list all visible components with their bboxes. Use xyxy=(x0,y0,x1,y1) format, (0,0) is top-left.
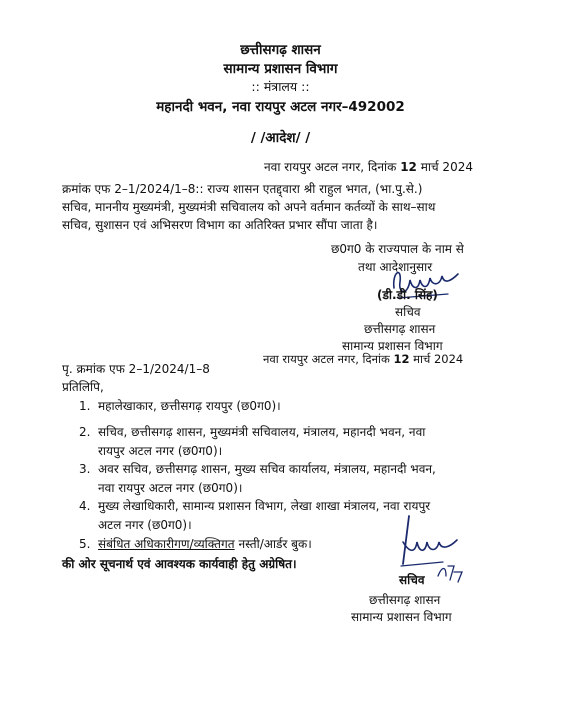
copy-item-1-text xyxy=(98,397,281,416)
copy-item-1-num: 1. xyxy=(79,399,91,413)
copy-item-5-underlined: संबंधित अधिकारीगण/व्यक्तिगत xyxy=(98,537,235,551)
copy-item-5-rest: नस्ती/आर्डर बुक। xyxy=(234,537,312,551)
copy-item-3-line-2: नवा रायपुर अटल नगर (छ0ग0)। xyxy=(98,481,243,495)
signatory-dept-1: सामान्य प्रशासन विभाग xyxy=(342,339,443,353)
copy-item-2-text xyxy=(98,423,425,461)
copy-item-2-num: 2. xyxy=(79,425,91,439)
order-line-1: क्रमांक एफ 2–1/2024/1–8:: राज्य शासन एतद्द्वारा श्री राहुल भगत, (भा.पु.से.) xyxy=(62,182,423,196)
order-line-3: सचिव, सुशासन एवं अभिसरण विभाग का अतिरिक्त प्रभार सौंपा जाता है। xyxy=(62,218,378,232)
order-date-line xyxy=(264,158,473,175)
signatory-title-2: सचिव xyxy=(399,573,425,587)
copy-item-4-num: 4. xyxy=(79,499,91,513)
copy-item-4-text xyxy=(98,497,430,535)
order-date-day: 12 xyxy=(400,160,417,174)
order-line-2: सचिव, माननीय मुख्यमंत्री, मुख्यमंत्री सचिवालय को अपने वर्तमान कर्तव्यों के साथ–साथ xyxy=(62,200,436,214)
order-date-month-year: मार्च 2024 xyxy=(420,160,473,174)
forwarding-line: की ओर सूचनार्थ एवं आवश्यक कार्यवाही हेतु अग्रेषित। xyxy=(62,557,297,571)
governor-line-2: तथा आदेशानुसार xyxy=(358,260,433,274)
initials-icon xyxy=(436,562,466,584)
endorsement-date-day: 12 xyxy=(393,352,410,366)
copy-item-5-num: 5. xyxy=(79,537,91,551)
copy-item-2-line-2: रायपुर अटल नगर (छ0ग0)। xyxy=(98,444,223,458)
order-title: / /आदेश/ / xyxy=(250,130,311,146)
endorsement-date-month-year: मार्च 2024 xyxy=(413,352,464,366)
signatory-name: (डी.डी. सिंह) xyxy=(377,288,438,302)
header-govt: छत्तीसगढ़ शासन xyxy=(240,42,321,58)
endorsement-date-line xyxy=(263,352,463,367)
signatory-title-1: सचिव xyxy=(395,305,421,319)
copy-item-3-num: 3. xyxy=(79,462,91,476)
copy-item-2-line-1: सचिव, छत्तीसगढ़ शासन, मुख्यमंत्री सचिवालय, मंत्रालय, महानदी भवन, नवा xyxy=(98,425,426,439)
copy-item-5-text xyxy=(98,535,312,554)
copy-item-3-text xyxy=(98,460,436,498)
copy-item-4-line-1: मुख्य लेखाधिकारी, सामान्य प्रशासन विभाग, लेखा शाखा मंत्रालय, नवा रायपुर xyxy=(98,499,431,513)
governor-line-1: छ0ग0 के राज्यपाल के नाम से xyxy=(331,242,464,256)
endorsement-date-prefix: नवा रायपुर अटल नगर, दिनांक xyxy=(263,352,390,366)
copy-item-4-line-2: अटल नगर (छ0ग0)। xyxy=(98,518,192,532)
signatory-dept-2: सामान्य प्रशासन विभाग xyxy=(351,610,452,624)
header-address: महानदी भवन, नवा रायपुर अटल नगर–492002 xyxy=(156,99,405,115)
order-date-prefix: नवा रायपुर अटल नगर, दिनांक xyxy=(264,160,397,174)
copy-item-3-line-1: अवर सचिव, छत्तीसगढ़ शासन, मुख्य सचिव कार्यालय, मंत्रालय, महानदी भवन, xyxy=(98,462,436,476)
header-ministry: :: मंत्रालय :: xyxy=(251,79,310,94)
endorsement-ref: पृ. क्रमांक एफ 2–1/2024/1–8 xyxy=(62,362,210,376)
signatory-govt-2: छत्तीसगढ़ शासन xyxy=(369,593,441,607)
header-department: सामान्य प्रशासन विभाग xyxy=(223,61,338,77)
signatory-govt-1: छत्तीसगढ़ शासन xyxy=(364,322,436,336)
copy-item-1-line-1: महालेखाकार, छत्तीसगढ़ रायपुर (छ0ग0)। xyxy=(98,399,281,413)
copy-label: प्रतिलिपि, xyxy=(62,380,104,394)
